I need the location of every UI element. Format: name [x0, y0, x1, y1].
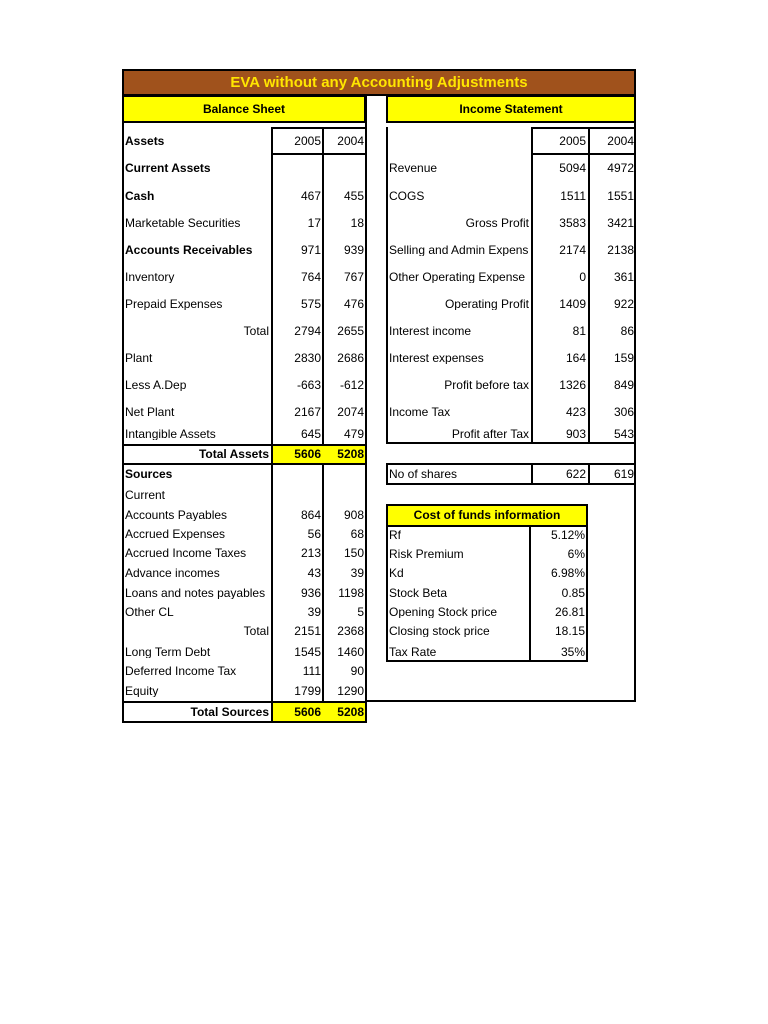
is-row-2004: 159 — [613, 352, 634, 364]
shares-2005: 622 — [565, 468, 586, 480]
bs-row-2005: 764 — [300, 271, 321, 283]
bs-total-sources-bottom — [122, 721, 367, 723]
bs-row-label: Plant — [125, 352, 153, 364]
is-row-label: Selling and Admin Expens — [389, 244, 529, 256]
is-col-line-0 — [386, 127, 388, 443]
cof-right — [586, 525, 588, 662]
bs-row-2005: 213 — [300, 547, 321, 559]
is-col-line-1 — [531, 127, 533, 443]
bs-total-assets-bottom — [122, 463, 367, 465]
cof-left — [386, 525, 388, 662]
is-row-label: Interest income — [389, 325, 472, 337]
bs-row-label: Accrued Expenses — [125, 528, 226, 540]
is-row-label: COGS — [389, 190, 425, 202]
cof-row-value: 26.81 — [554, 606, 585, 618]
cof-row-label: Rf — [389, 529, 401, 541]
bs-row-label: Total Assets — [198, 448, 269, 460]
shares-bottom — [386, 483, 636, 485]
is-col-line-2 — [588, 127, 590, 443]
is-row-2005: 3583 — [559, 217, 586, 229]
is-row-2005: 1511 — [560, 190, 586, 202]
bs-row-2004: 39 — [350, 567, 364, 579]
bs-header-2004: 2004 — [337, 135, 364, 147]
bs-row-label: Net Plant — [125, 406, 175, 418]
bs-row-2004: 5208 — [337, 706, 364, 718]
bs-row-2004: 1198 — [338, 587, 364, 599]
bs-row-label: Current Assets — [125, 162, 211, 174]
is-row-2005: 903 — [565, 428, 586, 440]
bs-row-2005: 2794 — [294, 325, 321, 337]
bs-row-label: Intangible Assets — [125, 428, 216, 440]
bs-row-label: Prepaid Expenses — [125, 298, 223, 310]
cof-row-label: Opening Stock price — [389, 606, 498, 618]
is-row-2005: 5094 — [559, 162, 586, 174]
cof-row-value: 35% — [560, 646, 585, 658]
cof-row-value: 6% — [567, 548, 585, 560]
balance-sheet-heading: Balance Sheet — [122, 95, 366, 123]
cost-of-funds-heading: Cost of funds information — [386, 504, 588, 527]
is-header-2004: 2004 — [607, 135, 634, 147]
sheet-title: EVA without any Accounting Adjustments — [122, 69, 636, 96]
bs-row-2004: 5208 — [337, 448, 364, 460]
is-row-2005: 1409 — [559, 298, 586, 310]
shares-left — [386, 463, 388, 485]
bs-col-line-3 — [365, 95, 367, 723]
is-row-2004: 86 — [620, 325, 634, 337]
is-row-2004: 1551 — [607, 190, 634, 202]
is-row-label: Gross Profit — [465, 217, 529, 229]
is-row-label: Revenue — [389, 162, 438, 174]
bs-row-2005: 2151 — [294, 625, 321, 637]
bs-row-2004: -612 — [339, 379, 364, 391]
cof-row-value: 18.15 — [554, 625, 585, 637]
is-row-label: Other Operating Expense — [389, 271, 526, 283]
bs-row-2005: 2167 — [294, 406, 321, 418]
is-row-2004: 3421 — [607, 217, 634, 229]
bs-row-2005: 467 — [300, 190, 321, 202]
is-row-2005: 81 — [572, 325, 586, 337]
cof-row-label: Risk Premium — [389, 548, 464, 560]
bs-row-2005: 645 — [300, 428, 321, 440]
bs-row-2005: 17 — [307, 217, 321, 229]
frame-right — [634, 95, 636, 702]
bs-header-assets: Assets — [125, 135, 165, 147]
bs-row-2005: 5606 — [294, 448, 321, 460]
is-row-2004: 361 — [613, 271, 634, 283]
is-bottom — [386, 442, 636, 444]
cof-row-value: 0.85 — [561, 587, 585, 599]
bs-row-2004: 1460 — [337, 646, 364, 658]
is-row-2004: 306 — [613, 406, 634, 418]
bs-row-label: Other CL — [125, 606, 174, 618]
is-row-2005: 0 — [579, 271, 586, 283]
bs-row-label: Accounts Payables — [125, 509, 228, 521]
bs-row-2005: 864 — [300, 509, 321, 521]
bs-row-2005: 56 — [307, 528, 321, 540]
is-row-label: Profit before tax — [444, 379, 529, 391]
is-row-label: Profit after Tax — [451, 428, 529, 440]
cof-bottom — [386, 660, 588, 662]
shares-top — [386, 463, 636, 465]
bs-row-2004: 455 — [343, 190, 364, 202]
is-header-top — [531, 127, 636, 129]
is-row-2004: 4972 — [607, 162, 634, 174]
bs-row-label: Accrued Income Taxes — [125, 547, 247, 559]
is-header-2005: 2005 — [559, 135, 586, 147]
bs-row-2004: 2368 — [337, 625, 364, 637]
is-row-label: Income Tax — [389, 406, 451, 418]
is-row-2005: 423 — [565, 406, 586, 418]
bs-row-2004: 939 — [343, 244, 364, 256]
bs-row-2004: 767 — [343, 271, 364, 283]
is-row-2005: 2174 — [559, 244, 586, 256]
bs-row-label: Loans and notes payables — [125, 587, 266, 599]
bs-row-label: Cash — [125, 190, 155, 202]
cof-row-label: Stock Beta — [389, 587, 448, 599]
bs-row-2004: 5 — [357, 606, 364, 618]
is-row-label: Interest expenses — [389, 352, 484, 364]
bs-row-2004: 2686 — [337, 352, 364, 364]
cof-row-value: 6.98% — [550, 567, 585, 579]
is-row-2004: 849 — [613, 379, 634, 391]
bs-row-label: Total — [243, 625, 269, 637]
bs-row-label: Accounts Receivables — [125, 244, 253, 256]
cof-row-value: 5.12% — [550, 529, 585, 541]
bs-row-label: Inventory — [125, 271, 175, 283]
bs-row-label: Sources — [125, 468, 173, 480]
bs-header-top — [271, 127, 367, 129]
shares-label: No of shares — [389, 468, 458, 480]
bs-header-2005: 2005 — [294, 135, 321, 147]
bs-row-2004: 68 — [350, 528, 364, 540]
bs-row-label: Long Term Debt — [125, 646, 211, 658]
bs-row-label: Equity — [125, 685, 159, 697]
bs-row-label: Less A.Dep — [125, 379, 187, 391]
bs-row-2004: 2074 — [337, 406, 364, 418]
cof-row-label: Closing stock price — [389, 625, 490, 637]
bs-row-2004: 150 — [343, 547, 364, 559]
bs-row-2005: 1545 — [294, 646, 321, 658]
bs-row-label: Total Sources — [190, 706, 269, 718]
is-header-bottom — [531, 153, 636, 155]
bs-row-2004: 18 — [350, 217, 364, 229]
bs-row-2005: -663 — [296, 379, 321, 391]
bs-row-label: Current — [125, 489, 166, 501]
cof-row-label: Kd — [389, 567, 404, 579]
shares-2004: 619 — [613, 468, 634, 480]
frame-bottom-right — [365, 700, 636, 702]
bs-row-label: Total — [243, 325, 269, 337]
bs-row-2004: 90 — [350, 665, 364, 677]
income-statement-heading: Income Statement — [386, 95, 636, 123]
bs-row-2005: 971 — [300, 244, 321, 256]
is-row-2004: 922 — [613, 298, 634, 310]
bs-row-2005: 111 — [302, 665, 321, 677]
is-row-2005: 1326 — [559, 379, 586, 391]
is-row-label: Operating Profit — [444, 298, 529, 310]
bs-row-2005: 39 — [307, 606, 321, 618]
is-row-2005: 164 — [565, 352, 586, 364]
bs-row-2004: 476 — [343, 298, 364, 310]
frame-left — [122, 95, 124, 723]
bs-row-2005: 1799 — [294, 685, 321, 697]
is-row-2004: 2138 — [607, 244, 634, 256]
bs-row-2004: 479 — [343, 428, 364, 440]
bs-row-2005: 2830 — [294, 352, 321, 364]
cof-row-label: Tax Rate — [389, 646, 437, 658]
bs-row-2004: 908 — [343, 509, 364, 521]
bs-row-label: Deferred Income Tax — [125, 665, 237, 677]
bs-row-2005: 43 — [307, 567, 321, 579]
bs-row-label: Advance incomes — [125, 567, 220, 579]
bs-header-bottom — [271, 153, 367, 155]
bs-row-2005: 575 — [300, 298, 321, 310]
is-row-2004: 543 — [613, 428, 634, 440]
bs-row-2004: 1290 — [337, 685, 364, 697]
bs-row-2005: 936 — [300, 587, 321, 599]
bs-row-2004: 2655 — [337, 325, 364, 337]
bs-row-label: Marketable Securities — [125, 217, 241, 229]
bs-row-2005: 5606 — [294, 706, 321, 718]
